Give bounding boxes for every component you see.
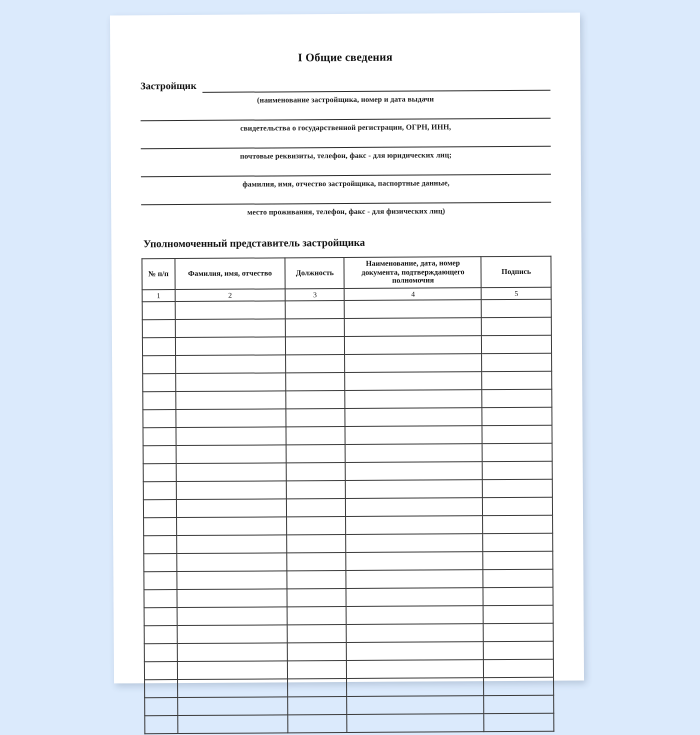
table-cell-empty[interactable] <box>177 679 288 698</box>
table-cell-empty[interactable] <box>483 515 553 533</box>
table-cell-empty[interactable] <box>144 608 177 626</box>
table-cell-empty[interactable] <box>285 301 344 319</box>
column-number-2: 2 <box>175 289 285 302</box>
document-page <box>110 13 584 684</box>
table-cell-empty[interactable] <box>345 354 482 373</box>
table-cell-empty[interactable] <box>286 355 345 373</box>
table-cell-empty[interactable] <box>347 714 484 733</box>
table-cell-empty[interactable] <box>346 534 483 553</box>
table-cell-empty[interactable] <box>145 716 178 734</box>
table-cell-empty[interactable] <box>345 390 482 409</box>
table-cell-empty[interactable] <box>286 337 345 355</box>
table-cell-empty[interactable] <box>285 319 344 337</box>
representative-heading: Уполномоченный представитель застройщика <box>143 237 366 251</box>
representative-table <box>141 256 554 735</box>
table-cell-empty[interactable] <box>286 409 345 427</box>
table-cell-empty[interactable] <box>287 517 346 535</box>
table-cell-empty[interactable] <box>484 641 554 659</box>
table-cell-empty[interactable] <box>176 445 287 464</box>
table-cell-empty[interactable] <box>347 660 484 679</box>
table-cell-empty[interactable] <box>484 659 554 677</box>
developer-caption-2: свидетельства о государственной регистрации, ОГРН, ИНН, <box>240 122 452 133</box>
table-cell-empty[interactable] <box>286 463 345 481</box>
table-cell-empty[interactable] <box>142 338 175 356</box>
table-cell-empty[interactable] <box>483 479 553 497</box>
table-cell-empty[interactable] <box>483 497 553 515</box>
table-cell-empty[interactable] <box>142 320 175 338</box>
table-cell-empty[interactable] <box>346 498 483 517</box>
table-cell-empty[interactable] <box>287 499 346 517</box>
table-cell-empty[interactable] <box>346 444 483 463</box>
page-title: I Общие сведения <box>297 51 393 65</box>
table-cell-empty[interactable] <box>175 319 286 338</box>
table-cell-empty[interactable] <box>143 446 176 464</box>
column-number-5: 5 <box>482 287 552 299</box>
table-header-cell-2: Фамилия, имя, отчество <box>175 258 286 290</box>
table-cell-empty[interactable] <box>346 552 483 571</box>
table-cell-empty[interactable] <box>177 715 288 734</box>
table-cell-empty[interactable] <box>144 536 177 554</box>
table-cell-empty[interactable] <box>177 589 288 608</box>
table-cell-empty[interactable] <box>175 355 286 374</box>
table-cell-empty[interactable] <box>176 463 287 482</box>
table-cell-empty[interactable] <box>483 461 553 479</box>
table-cell-empty[interactable] <box>288 715 347 733</box>
table-cell-empty[interactable] <box>177 643 288 662</box>
table-cell-empty[interactable] <box>347 606 484 625</box>
table-cell-empty[interactable] <box>484 623 554 641</box>
table-cell-empty[interactable] <box>482 299 552 317</box>
developer-section <box>140 79 551 222</box>
table-cell-empty[interactable] <box>143 428 176 446</box>
table-cell-empty[interactable] <box>176 535 287 554</box>
table-header-cell-1: № п/п <box>142 259 175 290</box>
table-header-row <box>142 256 551 290</box>
table-cell-empty[interactable] <box>483 569 553 587</box>
developer-caption-5: место проживания, телефон, факс - для физических лиц) <box>247 206 446 217</box>
table-header-cell-3: Должность <box>285 258 344 290</box>
table-cell-empty[interactable] <box>286 481 345 499</box>
table-cell-empty[interactable] <box>345 408 482 427</box>
table-cell-empty[interactable] <box>177 625 288 644</box>
table-cell-empty[interactable] <box>143 356 176 374</box>
table-cell-empty[interactable] <box>287 643 346 661</box>
table-cell-empty[interactable] <box>288 661 347 679</box>
table-cell-empty[interactable] <box>345 318 482 337</box>
table-cell-empty[interactable] <box>286 427 345 445</box>
table-cell-empty[interactable] <box>482 317 552 335</box>
table-cell-empty[interactable] <box>143 500 176 518</box>
table-body <box>142 299 554 733</box>
table-cell-empty[interactable] <box>175 301 286 320</box>
table-cell-empty[interactable] <box>345 336 482 355</box>
table-cell-empty[interactable] <box>288 697 347 715</box>
table-cell-empty[interactable] <box>482 353 552 371</box>
table-cell-empty[interactable] <box>175 391 286 410</box>
table-cell-empty[interactable] <box>143 464 176 482</box>
table-cell-empty[interactable] <box>345 372 482 391</box>
table-cell-empty[interactable] <box>176 553 287 572</box>
table-cell-empty[interactable] <box>287 607 346 625</box>
table-cell-empty[interactable] <box>482 425 552 443</box>
table-cell-empty[interactable] <box>346 516 483 535</box>
table-cell-empty[interactable] <box>346 462 483 481</box>
table-cell-empty[interactable] <box>287 589 346 607</box>
table-cell-empty[interactable] <box>176 409 287 428</box>
table-cell-empty[interactable] <box>483 587 553 605</box>
table-cell-empty[interactable] <box>144 572 177 590</box>
table-cell-empty[interactable] <box>346 570 483 589</box>
developer-label: Застройщик <box>140 80 197 93</box>
column-number-4: 4 <box>345 288 482 301</box>
table-cell-empty[interactable] <box>345 300 482 319</box>
table-cell-empty[interactable] <box>484 605 554 623</box>
table-cell-empty[interactable] <box>346 480 483 499</box>
table-cell-empty[interactable] <box>176 499 287 518</box>
table-cell-empty[interactable] <box>287 553 346 571</box>
table-cell-empty[interactable] <box>346 588 483 607</box>
developer-name-row <box>140 79 550 94</box>
table-cell-empty[interactable] <box>177 661 288 680</box>
table-cell-empty[interactable] <box>345 426 482 445</box>
table-row <box>145 713 554 733</box>
table-cell-empty[interactable] <box>484 677 554 695</box>
developer-name-input[interactable] <box>202 79 550 93</box>
table-cell-empty[interactable] <box>144 554 177 572</box>
table-cell-empty[interactable] <box>482 389 552 407</box>
table-cell-empty[interactable] <box>484 713 554 731</box>
table-cell-empty[interactable] <box>288 679 347 697</box>
table-cell-empty[interactable] <box>142 302 175 320</box>
table-cell-empty[interactable] <box>482 371 552 389</box>
table-cell-empty[interactable] <box>175 337 286 356</box>
table-cell-empty[interactable] <box>175 373 286 392</box>
table-cell-empty[interactable] <box>286 391 345 409</box>
table-cell-empty[interactable] <box>347 678 484 697</box>
table-cell-empty[interactable] <box>143 374 176 392</box>
table-cell-empty[interactable] <box>177 571 288 590</box>
table-cell-empty[interactable] <box>347 642 484 661</box>
table-cell-empty[interactable] <box>347 696 484 715</box>
table-cell-empty[interactable] <box>176 517 287 536</box>
table-cell-empty[interactable] <box>177 607 288 626</box>
table-cell-empty[interactable] <box>483 533 553 551</box>
table-cell-empty[interactable] <box>143 392 176 410</box>
table-cell-empty[interactable] <box>483 551 553 569</box>
table-cell-empty[interactable] <box>144 590 177 608</box>
table-cell-empty[interactable] <box>176 481 287 500</box>
table-cell-empty[interactable] <box>143 410 176 428</box>
table-cell-empty[interactable] <box>482 335 552 353</box>
table-header-cell-5: Подпись <box>481 256 551 288</box>
table-cell-empty[interactable] <box>144 626 177 644</box>
page-content <box>110 13 584 684</box>
table-cell-empty[interactable] <box>286 445 345 463</box>
developer-caption-1: (наименование застройщика, номер и дата выдачи <box>257 94 434 105</box>
table-cell-empty[interactable] <box>144 662 177 680</box>
developer-caption-3: почтовые реквизиты, телефон, факс - для юридических лиц; <box>239 150 452 161</box>
table-cell-empty[interactable] <box>286 373 345 391</box>
table-cell-empty[interactable] <box>484 695 554 713</box>
table-cell-empty[interactable] <box>482 407 552 425</box>
table-cell-empty[interactable] <box>144 518 177 536</box>
table-cell-empty[interactable] <box>287 625 346 643</box>
developer-caption-4: фамилия, имя, отчество застройщика, паспортные данные, <box>242 178 450 189</box>
table-cell-empty[interactable] <box>143 482 176 500</box>
table-cell-empty[interactable] <box>287 535 346 553</box>
table-cell-empty[interactable] <box>483 443 553 461</box>
table-cell-empty[interactable] <box>347 624 484 643</box>
table-cell-empty[interactable] <box>145 680 178 698</box>
table-cell-empty[interactable] <box>287 571 346 589</box>
table-cell-empty[interactable] <box>145 698 178 716</box>
column-number-3: 3 <box>285 289 344 301</box>
table-head <box>142 256 551 302</box>
table-header-cell-4: Наименование, дата, номер документа, подтверждающего полномочия <box>344 257 481 289</box>
table-cell-empty[interactable] <box>176 427 287 446</box>
column-number-1: 1 <box>142 290 175 302</box>
table-cell-empty[interactable] <box>144 644 177 662</box>
